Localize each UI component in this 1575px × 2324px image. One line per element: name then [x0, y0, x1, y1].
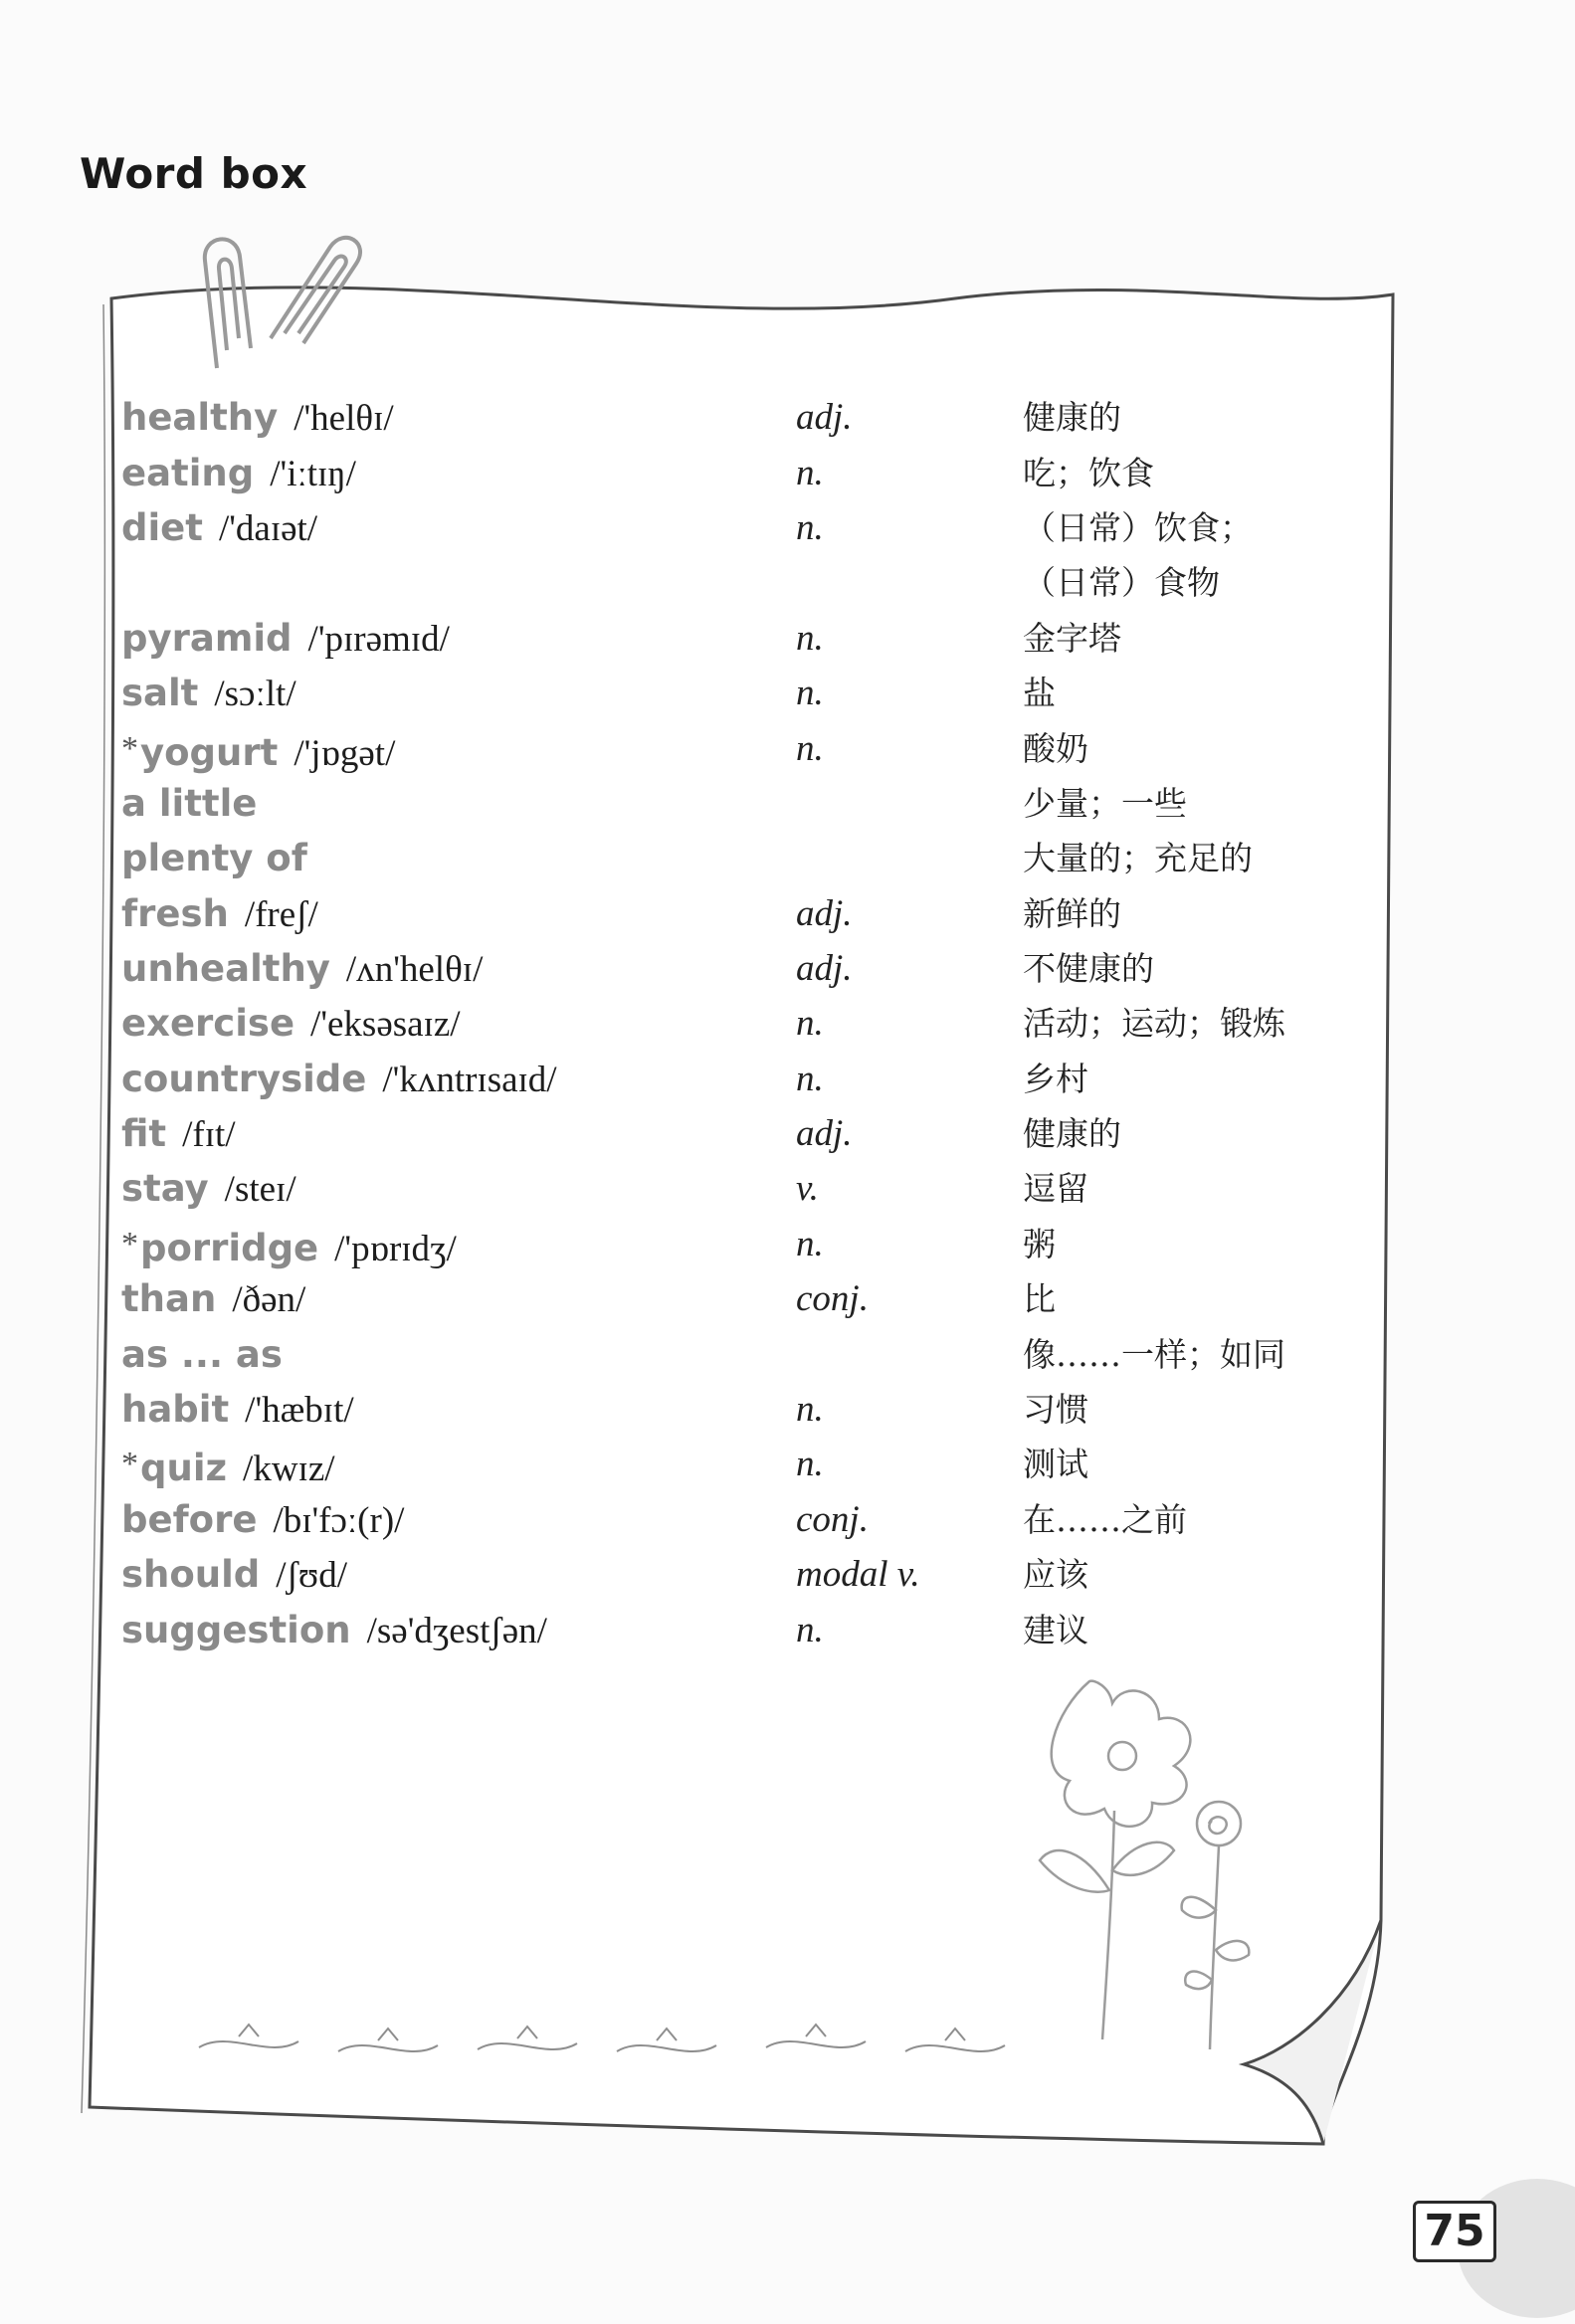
- word-entry-row: [0, 669, 1575, 718]
- word-entry-row: [0, 1220, 1575, 1269]
- part-of-speech: n.: [796, 618, 824, 659]
- word-text: suggestion: [121, 1609, 351, 1651]
- word-entry-row: [0, 1055, 1575, 1104]
- word-text: a little: [121, 782, 258, 825]
- part-of-speech: conj.: [796, 1278, 869, 1319]
- english-word: [121, 1055, 557, 1105]
- part-of-speech: n.: [796, 453, 824, 493]
- chinese-meaning: （日常）食物: [1023, 563, 1220, 602]
- chinese-meaning: （日常）饮食；: [1023, 508, 1253, 547]
- english-word: [121, 1440, 335, 1494]
- word-text: as ... as: [121, 1333, 283, 1376]
- phonetic-transcription: /bɪ'fɔː(r)/: [273, 1500, 405, 1541]
- phonetic-transcription: /freʃ/: [244, 894, 318, 935]
- word-entry-row: [0, 1164, 1575, 1214]
- phonetic-transcription: /'daɪət/: [218, 508, 318, 549]
- asterisk-mark: *: [121, 730, 138, 767]
- word-entry-row: [0, 558, 1575, 608]
- part-of-speech: adj.: [796, 1113, 853, 1154]
- phonetic-transcription: /'kʌntrɪsaɪd/: [382, 1060, 557, 1100]
- chinese-meaning: 测试: [1023, 1445, 1088, 1483]
- phonetic-transcription: /ʌn'helθɪ/: [345, 949, 484, 990]
- english-word: [121, 1109, 236, 1160]
- chinese-meaning: 在……之前: [1023, 1500, 1187, 1539]
- word-entry-row: [0, 1550, 1575, 1600]
- chinese-meaning: 金字塔: [1023, 619, 1121, 658]
- part-of-speech: conj.: [796, 1499, 869, 1540]
- english-word: [121, 1385, 354, 1436]
- word-text: eating: [121, 452, 255, 494]
- chinese-meaning: 不健康的: [1023, 949, 1154, 988]
- word-text: fit: [121, 1112, 167, 1155]
- chinese-meaning: 比: [1023, 1279, 1056, 1318]
- word-entry-row: [0, 834, 1575, 883]
- english-word: [121, 393, 394, 444]
- part-of-speech: n.: [796, 1059, 824, 1099]
- word-entry-row: [0, 944, 1575, 994]
- word-text: quiz: [140, 1447, 228, 1489]
- phonetic-transcription: /sɔːlt/: [214, 674, 296, 714]
- chinese-meaning: 酸奶: [1023, 729, 1088, 768]
- phonetic-transcription: /'helθɪ/: [294, 398, 394, 439]
- english-word: [121, 1274, 305, 1325]
- word-entry-row: [0, 1385, 1575, 1435]
- word-text: porridge: [140, 1227, 319, 1269]
- word-text: yogurt: [140, 731, 279, 774]
- phonetic-transcription: /'jɒgət/: [294, 733, 396, 774]
- chinese-meaning: 盐: [1023, 674, 1056, 712]
- english-word: [121, 999, 461, 1050]
- chinese-meaning: 大量的；充足的: [1023, 839, 1253, 877]
- chinese-meaning: 像……一样；如同: [1023, 1335, 1285, 1374]
- english-word: [121, 669, 296, 719]
- word-entry-row: [0, 1440, 1575, 1489]
- part-of-speech: adj.: [796, 893, 853, 934]
- part-of-speech: n.: [796, 1444, 824, 1484]
- asterisk-mark: *: [121, 1446, 138, 1482]
- word-entry-row: [0, 1274, 1575, 1324]
- english-word: [121, 834, 307, 883]
- english-word: [121, 779, 257, 829]
- word-entry-row: [0, 724, 1575, 774]
- word-text: before: [121, 1498, 258, 1541]
- word-text: should: [121, 1553, 261, 1596]
- phonetic-transcription: /'iːtɪŋ/: [270, 454, 356, 494]
- english-word: [121, 614, 450, 665]
- word-text: salt: [121, 672, 199, 714]
- part-of-speech: n.: [796, 673, 824, 713]
- part-of-speech: v.: [796, 1168, 819, 1209]
- english-word: [121, 1164, 296, 1215]
- english-word: [121, 1330, 283, 1380]
- word-text: habit: [121, 1388, 230, 1431]
- phonetic-transcription: /'eksəsaɪz/: [310, 1004, 461, 1045]
- english-word: [121, 889, 318, 940]
- chinese-meaning: 少量；一些: [1023, 784, 1187, 823]
- asterisk-mark: *: [121, 1226, 138, 1262]
- word-entry-row: [0, 889, 1575, 939]
- english-word: [121, 724, 395, 779]
- english-word: [121, 1495, 404, 1546]
- word-entry-row: [0, 999, 1575, 1049]
- part-of-speech: n.: [796, 1003, 824, 1044]
- phonetic-transcription: /'pɒrɪdʒ/: [334, 1229, 457, 1269]
- chinese-meaning: 逗留: [1023, 1169, 1088, 1208]
- chinese-meaning: 粥: [1023, 1225, 1056, 1263]
- word-text: plenty of: [121, 837, 307, 879]
- phonetic-transcription: /'pɪrəmɪd/: [307, 619, 450, 660]
- phonetic-transcription: /ðən/: [232, 1279, 306, 1320]
- word-entry-row: [0, 614, 1575, 664]
- part-of-speech: n.: [796, 1224, 824, 1264]
- chinese-meaning: 健康的: [1023, 1114, 1121, 1153]
- phonetic-transcription: /'hæbɪt/: [245, 1390, 354, 1431]
- part-of-speech: n.: [796, 728, 824, 769]
- chinese-meaning: 建议: [1023, 1611, 1088, 1649]
- chinese-meaning: 吃；饮食: [1023, 454, 1154, 492]
- english-word: [121, 1550, 347, 1601]
- word-text: stay: [121, 1167, 209, 1210]
- phonetic-transcription: /ʃʊd/: [276, 1555, 347, 1596]
- page-title: Word box: [80, 149, 308, 198]
- word-text: countryside: [121, 1058, 367, 1100]
- english-word: [121, 449, 356, 499]
- english-word: [121, 1606, 547, 1656]
- chinese-meaning: 新鲜的: [1023, 894, 1121, 933]
- word-text: unhealthy: [121, 947, 330, 990]
- word-text: pyramid: [121, 617, 293, 660]
- chinese-meaning: 活动；运动；锻炼: [1023, 1004, 1285, 1043]
- english-word: [121, 1220, 457, 1274]
- chinese-meaning: 乡村: [1023, 1060, 1088, 1098]
- page-number: 75: [1413, 2201, 1496, 2262]
- phonetic-transcription: /steɪ/: [224, 1169, 296, 1210]
- chinese-meaning: 习惯: [1023, 1390, 1088, 1429]
- part-of-speech: modal v.: [796, 1554, 920, 1595]
- part-of-speech: n.: [796, 1610, 824, 1650]
- phonetic-transcription: /fɪt/: [182, 1114, 236, 1155]
- chinese-meaning: 健康的: [1023, 398, 1121, 437]
- chinese-meaning: 应该: [1023, 1555, 1088, 1594]
- word-entry-row: [0, 1330, 1575, 1380]
- word-entry-row: [0, 393, 1575, 443]
- part-of-speech: adj.: [796, 397, 853, 438]
- word-entry-row: [0, 1495, 1575, 1545]
- word-text: fresh: [121, 892, 229, 935]
- word-text: diet: [121, 506, 203, 549]
- part-of-speech: n.: [796, 1389, 824, 1430]
- word-text: than: [121, 1277, 217, 1320]
- word-entry-row: [0, 503, 1575, 553]
- word-entry-row: [0, 1606, 1575, 1655]
- english-word: [121, 944, 483, 995]
- word-entry-row: [0, 1109, 1575, 1159]
- word-text: healthy: [121, 396, 279, 439]
- word-entry-row: [0, 449, 1575, 498]
- word-entry-row: [0, 779, 1575, 829]
- phonetic-transcription: /kwɪz/: [243, 1449, 335, 1489]
- part-of-speech: n.: [796, 507, 824, 548]
- phonetic-transcription: /sə'dʒestʃən/: [366, 1611, 547, 1651]
- word-text: exercise: [121, 1002, 295, 1045]
- part-of-speech: adj.: [796, 948, 853, 989]
- english-word: [121, 503, 317, 554]
